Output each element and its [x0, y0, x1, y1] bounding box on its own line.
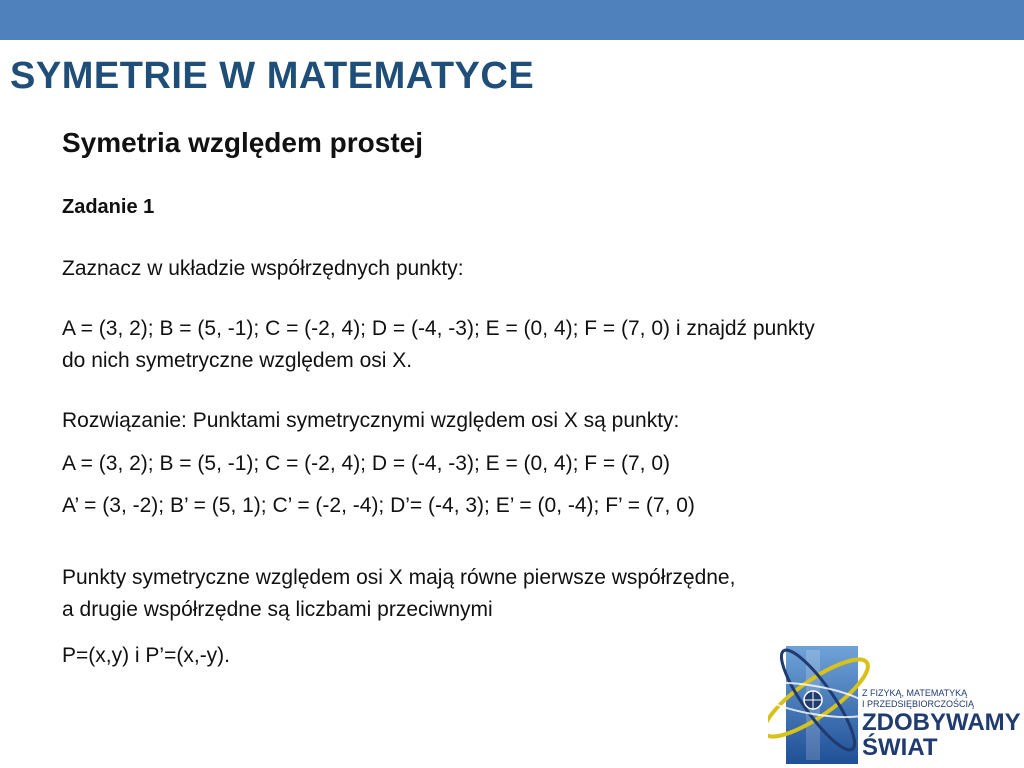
task-label: Zadanie 1: [62, 196, 155, 218]
slide-title: SYMETRIE W MATEMATYCE: [10, 55, 535, 97]
points-text-line-1: A = (3, 2); B = (5, -1); C = (-2, 4); D = (-4, -3); E = (0, 4); F = (7, 0) i znajdź punkty: [62, 317, 815, 340]
original-points: A = (3, 2); B = (5, -1); C = (-2, 4); D = (-4, -3); E = (0, 4); F = (7, 0): [62, 452, 671, 475]
conclusion-line-2: a drugie współrzędne są liczbami przeciwnymi: [62, 598, 493, 621]
formula: P=(x,y) i P’=(x,-y).: [62, 644, 231, 667]
symmetric-points: A’ = (3, -2); B’ = (5, 1); C’ = (-2, -4); D’= (-4, 3); E’ = (0, -4); F’ = (7, 0): [62, 494, 695, 517]
instruction-text: Zaznacz w układzie współrzędnych punkty:: [62, 257, 464, 280]
slide-subtitle: Symetria względem prostej: [62, 127, 424, 158]
logo-word-swiat: ŚWIAT: [862, 734, 938, 761]
solution-intro: Rozwiązanie: Punktami symetrycznymi względem osi X są punkty:: [62, 409, 680, 432]
conclusion-line-1: Punkty symetryczne względem osi X mają równe pierwsze współrzędne,: [62, 566, 736, 589]
logo-word-zdobywamy: ZDOBYWAMY: [862, 709, 1021, 736]
points-text-line-2: do nich symetryczne względem osi X.: [62, 349, 413, 372]
logo-tagline: Z FIZYKĄ, MATEMATYKĄ I PRZEDSIĘBIORCZOŚCIĄ: [862, 688, 975, 709]
top-bar: [0, 0, 1024, 40]
